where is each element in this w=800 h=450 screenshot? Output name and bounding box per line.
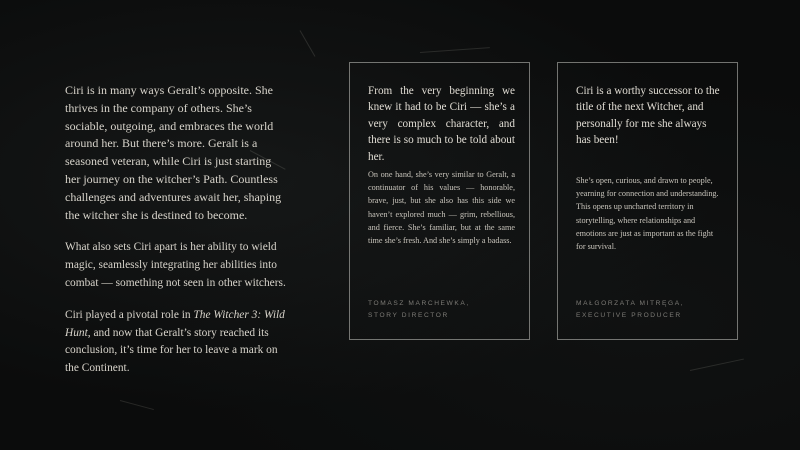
- background-scratch: [420, 47, 490, 53]
- credit-role: EXECUTIVE PRODUCER: [576, 312, 682, 319]
- card-body: On one hand, she’s very similar to Geralt, a continuator of his values — honorable, brave, just, but she also has this side we haven’t explored much — grim, rebellious, and fierce. She’s familiar, but at the same time she’s fresh. And she’s simply a badass.: [368, 170, 515, 246]
- card-credit: [576, 298, 727, 322]
- background-scratch: [690, 359, 744, 371]
- intro-paragraph-3-start: Ciri played a pivotal role in: [65, 309, 194, 322]
- credit-name: MAŁGORZATA MITRĘGA,: [576, 300, 685, 307]
- quote-card-marchewka: [349, 62, 530, 340]
- card-body: She’s open, curious, and drawn to people, yearning for connection and understanding. This opens up uncharted territory in storytelling, where relationships and emotions are just as important as the fight for survival.: [576, 176, 719, 252]
- quote-card-mitrega: [557, 62, 738, 340]
- intro-paragraph-1: Ciri is in many ways Geralt’s opposite. She thrives in the company of others. She’s sociable, outgoing, and embraces the world around her. But there’s more. Geralt is a seasoned veteran, while Ciri is just starting her journey on the witcher’s Path. Countless challenges and adventures await her, shaping the witcher she is destined to become.: [65, 83, 282, 222]
- credit-name: TOMASZ MARCHEWKA,: [368, 300, 470, 307]
- intro-paragraph-2: What also sets Ciri apart is her ability to wield magic, seamlessly integrating her abilities into combat — something not seen in other witchers.: [65, 241, 286, 289]
- card-credit: [368, 298, 519, 322]
- intro-paragraph-3: [65, 307, 287, 377]
- background-scratch: [120, 400, 154, 410]
- intro-paragraph-3-end: , and now that Geralt’s story reached its conclusion, it’s time for her to leave a mark on the Continent.: [65, 326, 278, 374]
- intro-text: [65, 82, 287, 393]
- background-scratch: [300, 30, 316, 56]
- game-title: The Witcher 3: Wild Hunt: [65, 309, 285, 339]
- card-quote: Ciri is a worthy successor to the title of the next Witcher, and personally for me she always has been!: [576, 85, 720, 147]
- card-quote: From the very beginning we knew it had to be Ciri — she’s a very complex character, and there is so much to be told about her.: [368, 85, 515, 163]
- credit-role: STORY DIRECTOR: [368, 312, 449, 319]
